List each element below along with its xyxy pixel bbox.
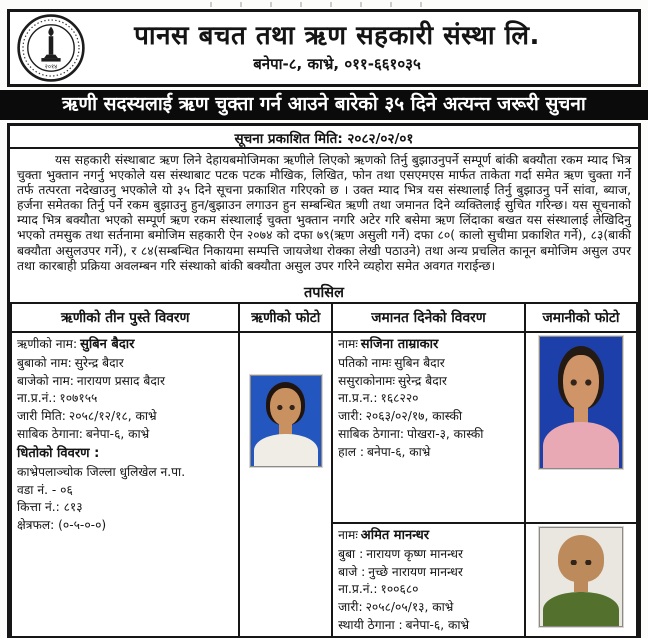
guarantor2-grandfather-row <box>338 564 519 582</box>
borrower-father-row <box>17 355 233 373</box>
guarantor1-photo <box>539 336 623 469</box>
guarantor2-issue-row <box>338 599 519 617</box>
guarantor2-photo-cell <box>525 523 637 638</box>
guarantor2-photo <box>539 527 623 627</box>
field-label: बुबा : <box>338 546 364 561</box>
col-header-borrower-details: ऋणीको तीन पुस्ते विवरण <box>11 303 239 332</box>
org-name: पानस बचत तथा ऋण सहकारी संस्था लि. <box>134 21 540 52</box>
borrower-grandfather-row <box>17 373 233 391</box>
field-label: जारी मिति: <box>17 409 66 424</box>
portrait-shirt <box>543 422 618 469</box>
guarantor1-photo-cell <box>525 332 637 523</box>
guarantor2-details-cell <box>332 523 525 638</box>
field-label: ना.प्र.नं.: <box>338 582 378 597</box>
guarantor2-name: अमित मानन्धर <box>360 527 430 543</box>
guarantor1-husband-row <box>338 355 519 373</box>
field-label: साबिक ठेगाना: <box>338 427 404 442</box>
grandfather-name: नारायण प्रसाद बैदार <box>76 373 165 388</box>
field-label: जारी: <box>338 600 363 615</box>
guarantor1-name: सजिना ताम्राकार <box>360 336 439 352</box>
header-text <box>86 22 628 74</box>
portrait-face <box>563 355 599 410</box>
guarantor2-name-row <box>338 527 519 546</box>
portrait-shirt <box>254 434 318 467</box>
borrower-photo <box>250 375 322 467</box>
former-address: पोखरा-३, कास्की <box>407 427 484 442</box>
table-header-row <box>11 303 637 332</box>
borrower-name: सुबिन बैदार <box>80 336 135 352</box>
field-label: नामः <box>338 527 358 542</box>
guarantor2-permanent-address-row <box>338 617 519 635</box>
collateral-title: धितोको विवरण : <box>17 445 100 461</box>
seal-year: २०१४ <box>44 63 58 71</box>
citizenship-number: १०७१५५ <box>59 391 98 406</box>
table-row <box>11 332 637 523</box>
grandfather-name: नुच्छे नारायण मानन्धर <box>368 564 463 579</box>
field-label: पतिको नामः <box>338 355 392 370</box>
borrower-name-row <box>17 336 233 355</box>
col-header-borrower-photo: ऋणीको फोटो <box>239 303 332 332</box>
published-date: सूचना प्रकाशित मिति: २०८२/०२/०१ <box>10 126 638 149</box>
section-title-tapasil: तपसिल <box>304 284 344 301</box>
header <box>7 9 641 87</box>
borrower-details-cell <box>11 332 239 638</box>
permanent-address: बनेपा-६, काभ्रे <box>405 618 470 633</box>
collateral-line: काभ्रेपलाञ्चोक जिल्ला धुलिखेल न.पा. <box>17 464 186 479</box>
issue-date: २०६३/०२/१७, कास्की <box>365 409 463 424</box>
guarantor1-name-row <box>338 336 519 355</box>
address: बनेपा-६, काभ्रे <box>85 427 150 442</box>
borrower-address-row <box>17 426 233 444</box>
portrait-shirt <box>543 592 618 627</box>
guarantor1-details-cell <box>332 332 525 523</box>
field-label: नामः <box>338 336 358 351</box>
field-label: हाल : <box>338 444 364 459</box>
father-name: सुरेन्द्र बैदार <box>74 355 124 370</box>
field-label: ऋणीको नाम: <box>17 336 78 351</box>
issue-date: २०५८/१२/१८, काभ्रे <box>68 409 157 424</box>
borrower-photo-cell <box>239 332 332 638</box>
field-label: साबिक ठेगाना: <box>17 427 83 442</box>
guarantor1-fatherinlaw-row <box>338 373 519 391</box>
guarantor2-id-row <box>338 581 519 599</box>
field-label: बाजेको नाम: <box>17 373 74 388</box>
issue-date: २०५८/०५/१३, काभ्रे <box>365 600 454 615</box>
guarantor1-current-address-row <box>338 444 519 462</box>
field-label: ससुराकोनामः <box>338 373 395 388</box>
field-label: बुबाको नाम: <box>17 355 72 370</box>
org-address-phone: बनेपा-८, काभ्रे, ०११-६६१०३५ <box>253 54 421 73</box>
field-label: स्थायी ठेगाना : <box>338 618 403 633</box>
citizenship-number: १००६८० <box>380 582 419 597</box>
cutoff-text-fragment <box>210 2 450 7</box>
notice-body-paragraph: यस सहकारी संस्थाबाट ऋण लिने देहायबमोजिमका ऋणीले लिएको ऋणको तिर्नु बुझाउनुपर्ने सम्पूर्ण बांकी बक्यौता रकम म्याद भित्र चुक्ता भुक्तान नगर्नु भएकोले यस संस्थाबाट पटक पटक मौखिक, लिखित, फोन तथा एसएमएस मार्फत ताकेता गर्दा समेत ऋण चुक्ता गर्ने तर्फ तत्परता नदेखाउनु भएकोले यो ३५ दिने सूचना प्रकाशित गरिएको छ । उक्त म्याद भित्र यस संस्थालाई तिर्नु बुझाउनु पर्ने सांवा, ब्याज, हर्जना समेतका तिर्नु पर्ने रकम बुझाउनु हुन/बुझाउन लगाउन हुन सम्बन्धित ऋणी तथा जमानत दिने व्यक्तिलाई सुचित गरिन्छ। यस सूचनाको म्याद भित्र बक्यौता भएको सम्पूर्ण ऋण रकम संस्थालाई चुक्ता भुक्तान नगरि अटेर गरि बसेमा ऋण लिंदाका बखत यस संस्थालाई लेखिदिनु भएको तमसुक तथा सर्तनामा बमोजिम सहकारी ऐन २०७४ को दफा ७९(ऋण असुली गर्ने) दफा ८०( कालो सुचीमा प्रकाशित गर्ने), ८३(बाकी बक्यौता असुलउपर गर्ने), र ८४(सम्बन्धित निकायमा सम्पत्ति जायजेथा रोक्का लेखी पठाउने) तथा अन्य प्रचलित कानून बमोजिम असुल उपर तथा कारबाही प्रक्रिया अवलम्बन गरि संस्थाको बांकी बक्यौता असुल उपर गरिने व्यहोरा समेत अवगत गराईन्छ। <box>17 152 631 273</box>
notice-title-banner: ऋणी सदस्यलाई ऋण चुक्ता गर्न आउने बारेको ३५ दिने अत्यन्त जरूरी सुचना <box>0 90 648 120</box>
father-name: नारायण कृष्ण मानन्धर <box>366 546 464 561</box>
citizenship-number: १६८२२० <box>380 391 419 406</box>
guarantor1-issue-row <box>338 408 519 426</box>
collateral-line: कित्ता नं.: ८१३ <box>17 500 83 515</box>
cooperative-seal-icon <box>16 13 86 83</box>
husband-name: सुबिन बैदार <box>394 355 445 370</box>
loan-defaulter-table <box>10 302 638 638</box>
field-label: बाजे : <box>338 564 366 579</box>
borrower-id-row <box>17 390 233 408</box>
current-address: बनेपा-६, काभ्रे <box>367 444 431 459</box>
guarantor1-id-row <box>338 390 519 408</box>
col-header-guarantor-photo: जमानीको फोटो <box>525 303 637 332</box>
field-label: जारी: <box>338 409 363 424</box>
guarantor2-father-row <box>338 546 519 564</box>
field-label: ना.प्र.न.: <box>338 391 378 406</box>
collateral-line: क्षेत्रफल: (०-५-०-०) <box>17 518 107 533</box>
col-header-guarantor-details: जमानत दिनेको विवरण <box>332 303 525 332</box>
collateral-line: वडा नं. - ०६ <box>17 482 73 497</box>
father-in-law-name: सुरेन्द्र बैदार <box>397 373 447 388</box>
guarantor1-former-address-row <box>338 426 519 444</box>
notice-body-box <box>7 123 641 638</box>
field-label: ना.प्र.नं.: <box>17 391 57 406</box>
borrower-issue-row <box>17 408 233 426</box>
portrait-face <box>563 542 599 583</box>
